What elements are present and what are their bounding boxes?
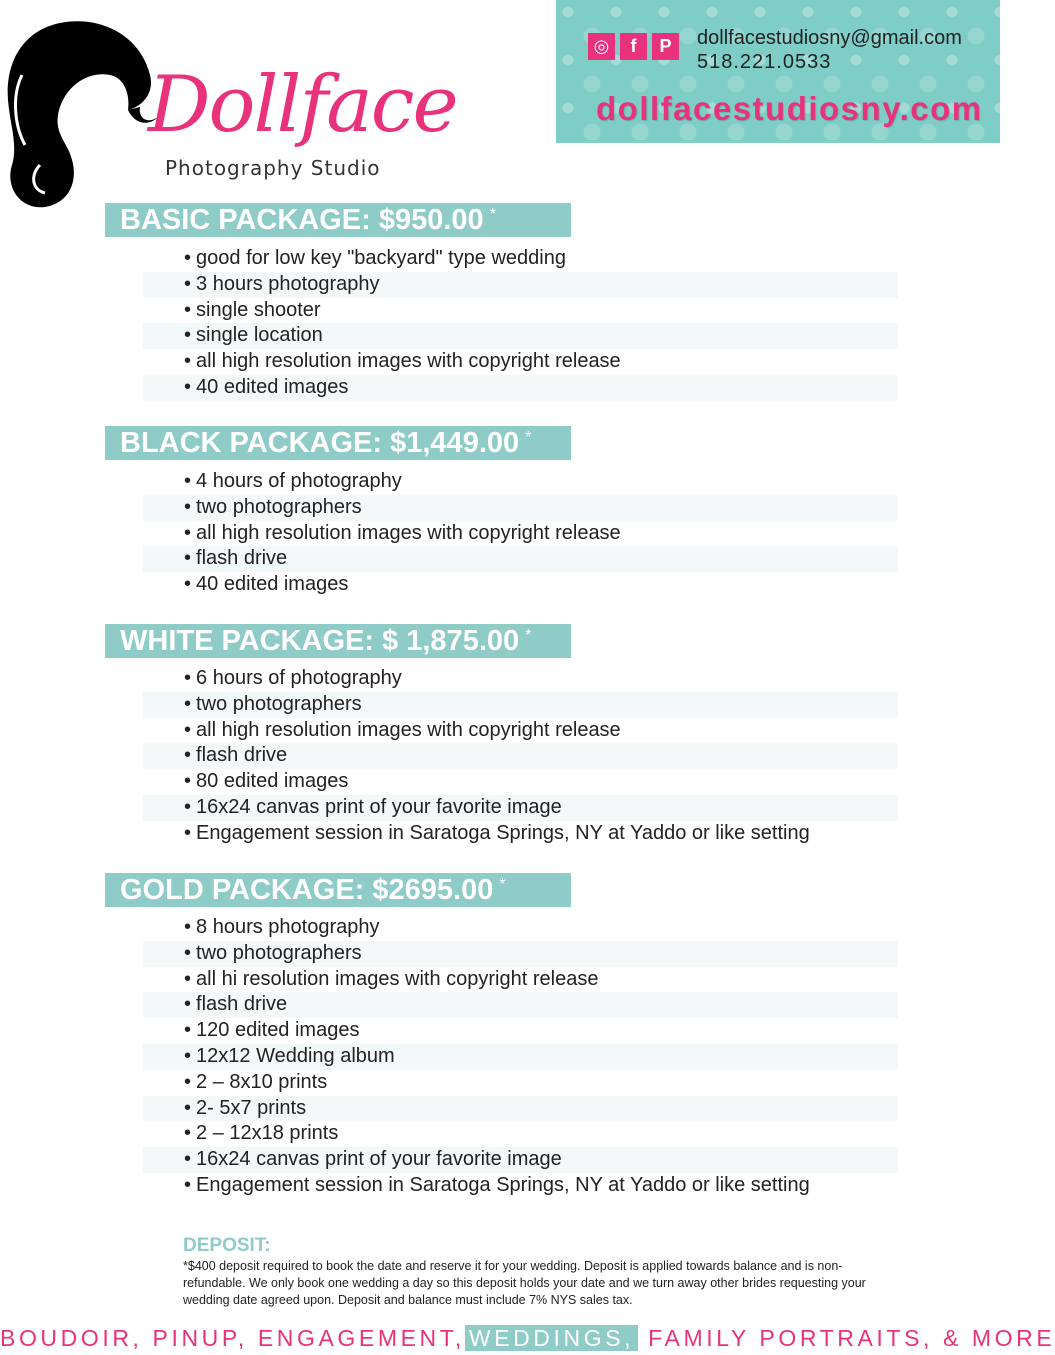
services-footer <box>0 1322 1055 1355</box>
list-item: • 2 – 8x10 prints <box>143 1070 898 1096</box>
list-item: • all high resolution images with copyright release <box>143 718 898 744</box>
list-item: • two photographers <box>143 941 898 967</box>
basic-package-list <box>143 246 898 401</box>
footer-weddings-highlight: WEDDINGS, <box>465 1325 638 1351</box>
footer-services-before: BOUDOIR, PINUP, ENGAGEMENT, <box>0 1325 465 1351</box>
instagram-icon[interactable]: ◎ <box>588 33 615 60</box>
contact-phone[interactable]: 518.221.0533 <box>697 51 832 73</box>
list-item: • 40 edited images <box>143 572 898 598</box>
gold-package-header <box>105 873 571 907</box>
asterisk: * <box>489 206 496 223</box>
list-item: • 6 hours of photography <box>143 666 898 692</box>
footer-services-after: FAMILY PORTRAITS, & MORE <box>648 1325 1055 1351</box>
list-item: • 40 edited images <box>143 375 898 401</box>
package-title: WHITE PACKAGE: $ 1,875.00 <box>120 625 520 657</box>
asterisk: * <box>525 429 532 446</box>
list-item: • 4 hours of photography <box>143 469 898 495</box>
social-links <box>588 33 679 60</box>
studio-logo <box>0 0 560 215</box>
deposit-text: *$400 deposit required to book the date and reserve it for your wedding. Deposit is applied towards balance and is non-refundable. We only book one wedding a day so this deposit holds your date and we turn away other brides requesting your wedding date agreed upon. Deposit and balance must include 7% NYS sales tax. <box>183 1259 866 1307</box>
list-item: • all hi resolution images with copyright release <box>143 967 898 993</box>
gold-package-list <box>143 915 898 1199</box>
asterisk: * <box>499 876 506 893</box>
black-package-header <box>105 426 571 460</box>
list-item: • single shooter <box>143 298 898 324</box>
pinterest-icon[interactable]: P <box>652 33 679 60</box>
brand-subtitle: Photography Studio <box>165 156 381 180</box>
list-item: • Engagement session in Saratoga Springs, NY at Yaddo or like setting <box>143 821 898 847</box>
deposit-title: DEPOSIT: <box>183 1235 271 1256</box>
list-item: • 16x24 canvas print of your favorite image <box>143 1147 898 1173</box>
package-title: GOLD PACKAGE: $2695.00 <box>120 874 494 906</box>
white-package-header <box>105 624 571 658</box>
list-item: • all high resolution images with copyright release <box>143 521 898 547</box>
black-package-list <box>143 469 898 598</box>
list-item: • 16x24 canvas print of your favorite image <box>143 795 898 821</box>
hair-silhouette-icon <box>0 15 170 210</box>
list-item: • 80 edited images <box>143 769 898 795</box>
list-item: • Engagement session in Saratoga Springs, NY at Yaddo or like setting <box>143 1173 898 1199</box>
list-item: • single location <box>143 323 898 349</box>
list-item: • all high resolution images with copyright release <box>143 349 898 375</box>
website-link[interactable]: dollfacestudiosny.com <box>596 90 983 127</box>
contact-email[interactable]: dollfacestudiosny@gmail.com <box>697 27 962 49</box>
basic-package-header <box>105 203 571 237</box>
asterisk: * <box>525 627 532 644</box>
white-package-list <box>143 666 898 847</box>
list-item: • two photographers <box>143 495 898 521</box>
package-title: BLACK PACKAGE: $1,449.00 <box>120 427 520 459</box>
list-item: • 12x12 Wedding album <box>143 1044 898 1070</box>
list-item: • flash drive <box>143 546 898 572</box>
list-item: • two photographers <box>143 692 898 718</box>
brand-name: Dollface <box>148 60 457 150</box>
list-item: • flash drive <box>143 992 898 1018</box>
list-item: • 2 – 12x18 prints <box>143 1121 898 1147</box>
list-item: • 2- 5x7 prints <box>143 1096 898 1122</box>
list-item: • 3 hours photography <box>143 272 898 298</box>
facebook-icon[interactable]: f <box>620 33 647 60</box>
list-item: • 120 edited images <box>143 1018 898 1044</box>
list-item: • good for low key "backyard" type wedding <box>143 246 898 272</box>
list-item: • flash drive <box>143 743 898 769</box>
contact-banner <box>556 0 1000 143</box>
list-item: • 8 hours photography <box>143 915 898 941</box>
package-title: BASIC PACKAGE: $950.00 <box>120 204 484 236</box>
